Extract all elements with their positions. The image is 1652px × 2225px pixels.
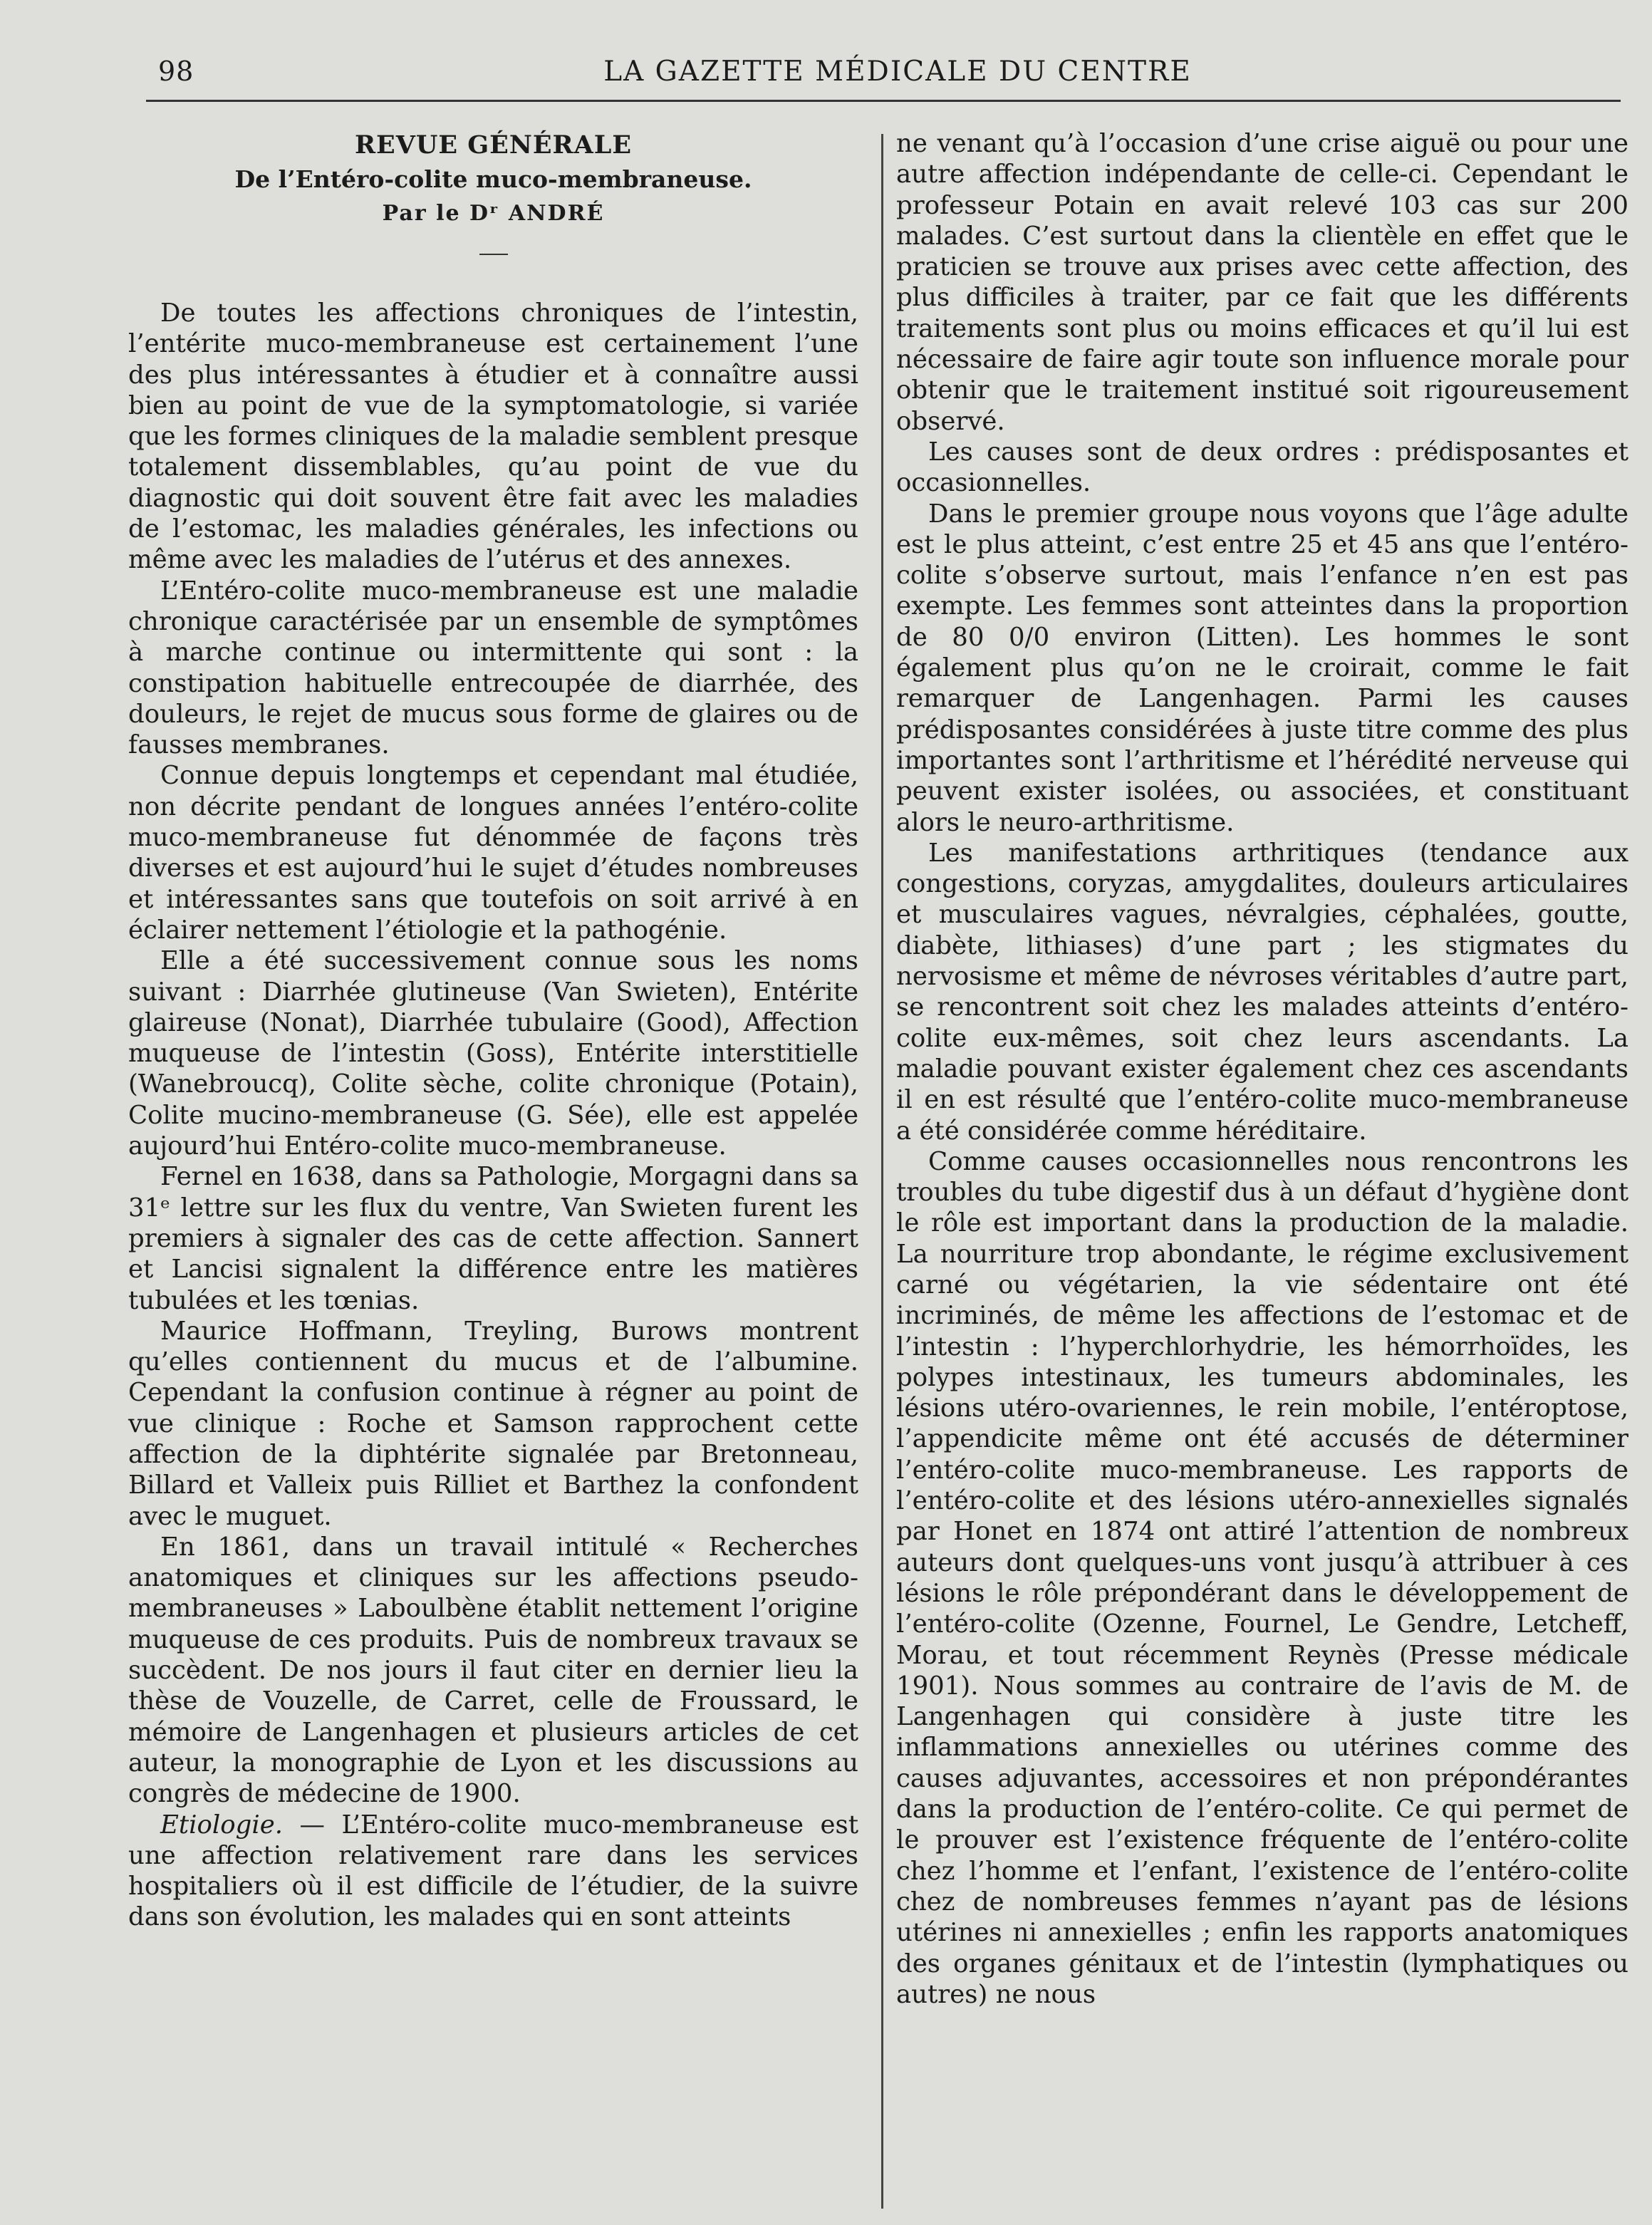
- paragraph: Comme causes occasionnelles nous rencontrons les troubles du tube digestif dus à un défaut d’hygiène dont le rôle est important dans la production de la maladie. La nourriture trop abondante, le régime exclusivement carné ou végétarien, la vie sédentaire ont été incriminés, de même les affections de l’estomac et de l’intestin : l’hyperchlorhydrie, les hémorrhoïdes, les polypes intestinaux, les tumeurs abdominales, les lésions utéro-ovariennes, le rein mobile, l’entéroptose, l’appendicite même ont été accusés de déterminer l’entéro-colite muco-membraneuse. Les rapports de l’entéro-colite et des lésions utéro-annexielles signalés par Honet en 1874 ont attiré l’attention de nombreux auteurs dont quelques-uns vont jusqu’à attribuer à ces lésions le rôle prépondérant dans le développement de l’entéro-colite (Ozenne, Fournel, Le Gendre, Letcheff, Morau, et tout récemment Reynès (Presse médicale 1901). Nous sommes au contraire de l’avis de M. de Langenhagen qui considère à juste titre les inflammations annexielles ou utérines comme des causes adjuvantes, accessoires et non prépondérantes dans la production de l’entéro-colite. Ce qui permet de le prouver est l’existence fréquente de l’entéro-colite chez l’homme et l’enfant, l’existence de l’entéro-colite chez de nombreuses femmes n’ayant pas de lésions utérines ni annexielles ; enfin les rapports anatomiques des organes génitaux et de l’intestin (lymphatiques ou autres) ne nous: [896, 1146, 1628, 2009]
- article-title: De l’Entéro-colite muco-membraneuse.: [234, 165, 752, 193]
- paragraph: En 1861, dans un travail intitulé « Recherches anatomiques et cliniques sur les affections pseudo-membraneuses » Laboulbène établit nettement l’origine muqueuse de ces produits. Puis de nombreux travaux se succèdent. De nos jours il faut citer en dernier lieu la thèse de Vouzelle, de Carret, celle de Froussard, le mémoire de Langenhagen et plusieurs articles de cet auteur, la monographie de Lyon et les discussions au congrès de médecine de 1900.: [128, 1532, 858, 1809]
- paragraph: Fernel en 1638, dans sa Pathologie, Morgagni dans sa 31ᵉ lettre sur les flux du ventre, Van Swieten furent les premiers à signaler des cas de cette affection. Sannert et Lancisi signalent la différence entre les matières tubulées et les tœnias.: [128, 1162, 858, 1315]
- paragraph-continued: ne venant qu’à l’occasion d’une crise aiguë ou pour une autre affection indépendante de celle-ci. Cependant le professeur Potain en avait relevé 103 cas sur 200 malades. C’est surtout dans la clientèle en effet que le praticien se trouve aux prises avec cette affection, des plus difficiles à traiter, par ce fait que les différents traitements sont plus ou moins efficaces et qu’il lui est nécessaire de faire agir toute son influence morale pour obtenir que le traitement institué soit rigoureusement observé.: [896, 129, 1628, 436]
- paragraph: Elle a été successivement connue sous les noms suivant : Diarrhée glutineuse (Van Swieten), Entérite glaireuse (Nonat), Diarrhée tubulaire (Good), Affection muqueuse de l’intestin (Goss), Entérite interstitielle (Wanebroucq), Colite sèche, colite chronique (Potain), Colite mucino-membraneuse (G. Sée), elle est appelée aujourd’hui Entéro-colite muco-membraneuse.: [128, 946, 858, 1161]
- page-number: 98: [158, 56, 194, 87]
- column-divider: [881, 134, 883, 2209]
- section-label: Etiologie.: [160, 1810, 284, 1840]
- right-column: [896, 128, 1628, 2010]
- paragraph: Connue depuis longtemps et cependant mal étudiée, non décrite pendant de longues années l’entéro-colite muco-membraneuse fut dénommée de façons très diverses et est aujourd’hui le sujet d’études nombreuses et intéressantes sans que toutefois on soit arrivé à en éclairer nettement l’étiologie et la pathogénie.: [128, 761, 858, 945]
- running-header: [150, 56, 1617, 98]
- header-rule: [146, 100, 1621, 102]
- byline: Par le Dʳ ANDRÉ: [382, 201, 605, 226]
- rubric: REVUE GÉNÉRALE: [354, 130, 633, 160]
- paragraph: Dans le premier groupe nous voyons que l’âge adulte est le plus atteint, c’est entre 25 et 45 ans que l’entéro-colite s’observe surtout, mais l’enfance n’en est pas exempte. Les femmes sont atteintes dans la proportion de 80 0/0 environ (Litten). Les hommes le sont également plus qu’on ne le croirait, comme le fait remarquer de Langenhagen. Parmi les causes prédisposantes considérées à juste titre comme des plus importantes sont l’arthritisme et l’hérédité nerveuse qui peuvent exister isolées, ou associées, et constituant alors le neuro-arthritisme.: [896, 499, 1628, 837]
- paragraph: Les causes sont de deux ordres : prédisposantes et occasionnelles.: [896, 437, 1628, 498]
- paragraph: Les manifestations arthritiques (tendance aux congestions, coryzas, amygdalites, douleurs articulaires et musculaires vagues, névralgies, céphalées, goutte, diabète, lithiases) d’une part ; les stigmates du nervosisme et même de névroses véritables d’autre part, se rencontrent soit chez les malades atteints d’entéro-colite eux-mêmes, soit chez leurs ascendants. La maladie pouvant exister également chez ces ascendants il en est résulté que l’entéro-colite muco-membraneuse a été considérée comme héréditaire.: [896, 838, 1628, 1146]
- paragraph: L’Entéro-colite muco-membraneuse est une maladie chronique caractérisée par un ensemble de symptômes à marche continue ou intermittente qui sont : la constipation habituelle entrecoupée de diarrhée, des douleurs, le rejet de mucus sous forme de glaires ou de fausses membranes.: [128, 576, 858, 760]
- etiology-text: — L’Entéro-colite muco-membraneuse est une affection relativement rare dans les services hospitaliers où il est difficile de l’étudier, de la suivre dans son évolution, les malades qui en sont atteints: [128, 1810, 858, 1932]
- journal-title: LA GAZETTE MÉDICALE DU CENTRE: [603, 56, 1192, 88]
- left-column: [128, 128, 858, 1933]
- article-heading: [128, 128, 858, 255]
- etiology-paragraph: [128, 1810, 858, 1933]
- paragraph: De toutes les affections chroniques de l’intestin, l’entérite muco-membraneuse est certainement l’une des plus intéressantes à étudier et à connaître aussi bien au point de vue de la symptomatologie, si variée que les formes cliniques de la maladie semblent presque totalement dissemblables, qu’au point de vue du diagnostic qui doit souvent être fait avec les maladies de l’estomac, les maladies générales, les infections ou même avec les maladies de l’utérus et des annexes.: [128, 299, 858, 575]
- paragraph: Maurice Hoffmann, Treyling, Burows montrent qu’elles contiennent du mucus et de l’albumine. Cependant la confusion continue à régner au point de vue clinique : Roche et Samson rapprochent cette affection de la diphtérite signalée par Bretonneau, Billard et Valleix puis Rilliet et Barthez la confondent avec le muguet.: [128, 1316, 858, 1531]
- title-separator: [479, 254, 508, 255]
